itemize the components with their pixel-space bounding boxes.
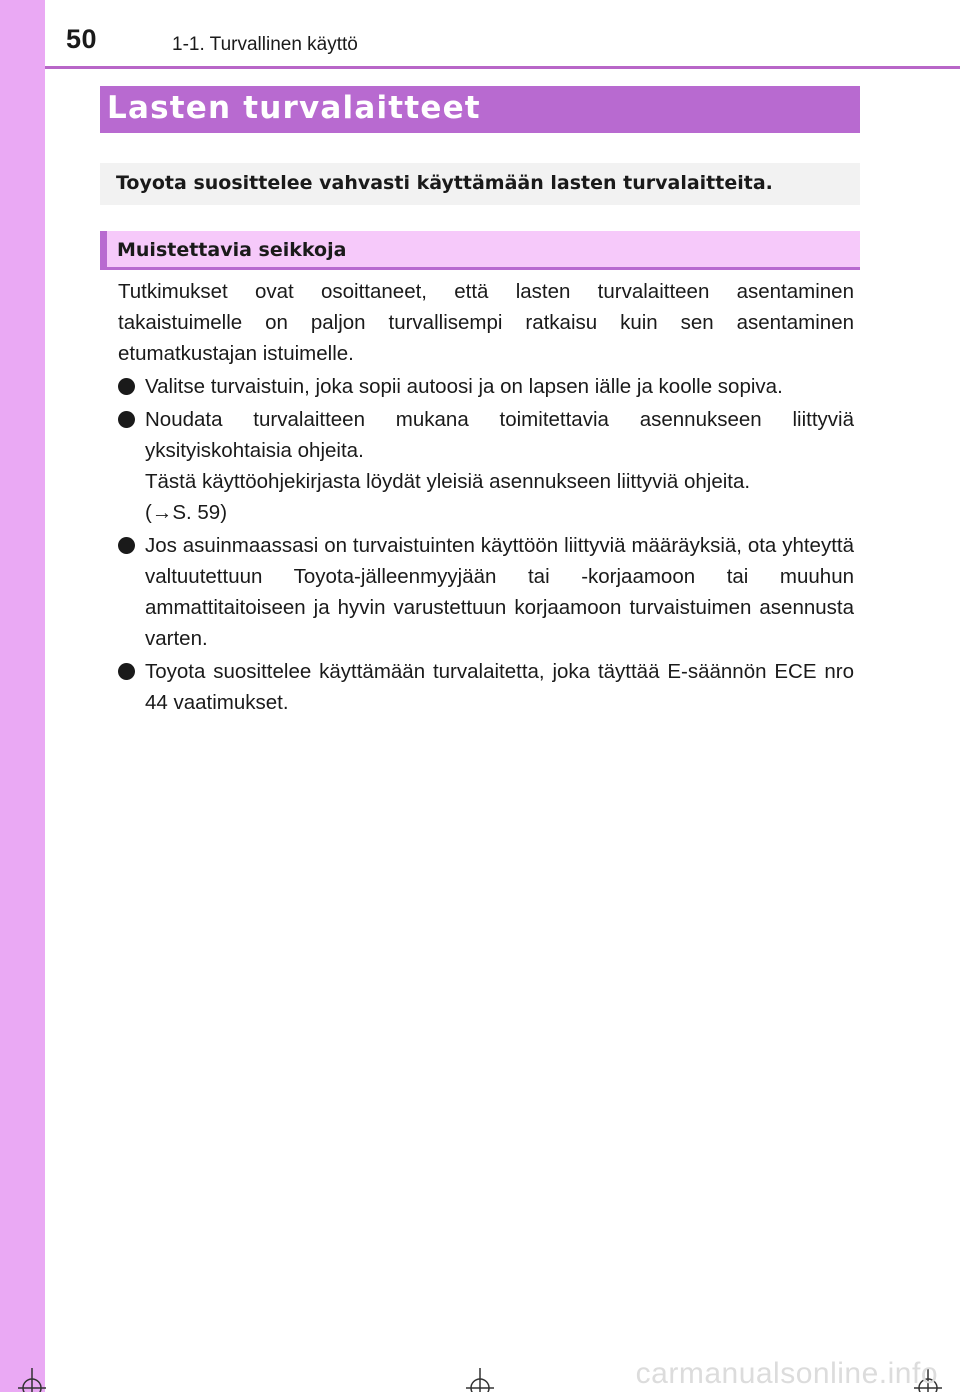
header-rule [45,66,960,69]
title-bar [100,86,860,133]
watermark: carmanualsonline.info [635,1357,938,1390]
side-color-strip [0,0,45,1392]
notes-heading [100,231,860,270]
notes-body [118,276,854,720]
bullet-text: Valitse turvaistuin, joka sopii autoosi ja on lapsen iälle ja koolle sopiva. [145,375,783,398]
notes-heading-accent [100,231,107,267]
list-item [118,656,854,718]
page-title: Lasten turvalaitteet [107,90,481,126]
recommendation-box [100,163,860,205]
section-label: 1-1. Turvallinen käyttö [172,34,358,55]
notes-intro: Tutkimukset ovat osoittaneet, että lasten turvalaitteen asentaminen takaistuimelle on paljon turvallisempi ratkaisu kuin sen asentaminen etumatkustajan istuimelle. [118,280,854,365]
page-reference-link[interactable]: (→S. 59) [145,501,228,524]
bullet-text: Jos asuinmaassasi on turvaistuinten käyttöön liittyviä määräyksiä, ota yhteyttä valtuutettuun Toyota-jälleenmyyjään tai -korjaamoon tai muuhun ammattitaitoiseen ja hyvin varustettuun korjaamoon turvaistuimen asennusta varten. [145,534,854,650]
bullet-icon [118,378,135,395]
list-item [118,530,854,654]
bullet-text: Noudata turvalaitteen mukana toimitettavia asennukseen liittyviä yksityiskohtaisia ohjeita. [145,408,854,462]
list-item [118,404,854,528]
crop-mark-icon [466,1368,494,1392]
notes-heading-text: Muistettavia seikkoja [117,239,347,261]
bullet-icon [118,411,135,428]
list-item [118,371,854,402]
page-number: 50 [66,24,98,54]
bullet-icon [118,663,135,680]
crop-mark-icon [18,1368,46,1392]
bullet-extra-text: Tästä käyttöohjekirjasta löydät yleisiä asennukseen liittyviä ohjeita. [145,470,751,493]
bullet-text: Toyota suosittelee käyttämään turvalaitetta, joka täyttää E-säännön ECE nro 44 vaatimukset. [145,660,854,714]
recommendation-text: Toyota suosittelee vahvasti käyttämään lasten turvalaitteita. [116,172,773,194]
bullet-icon [118,537,135,554]
